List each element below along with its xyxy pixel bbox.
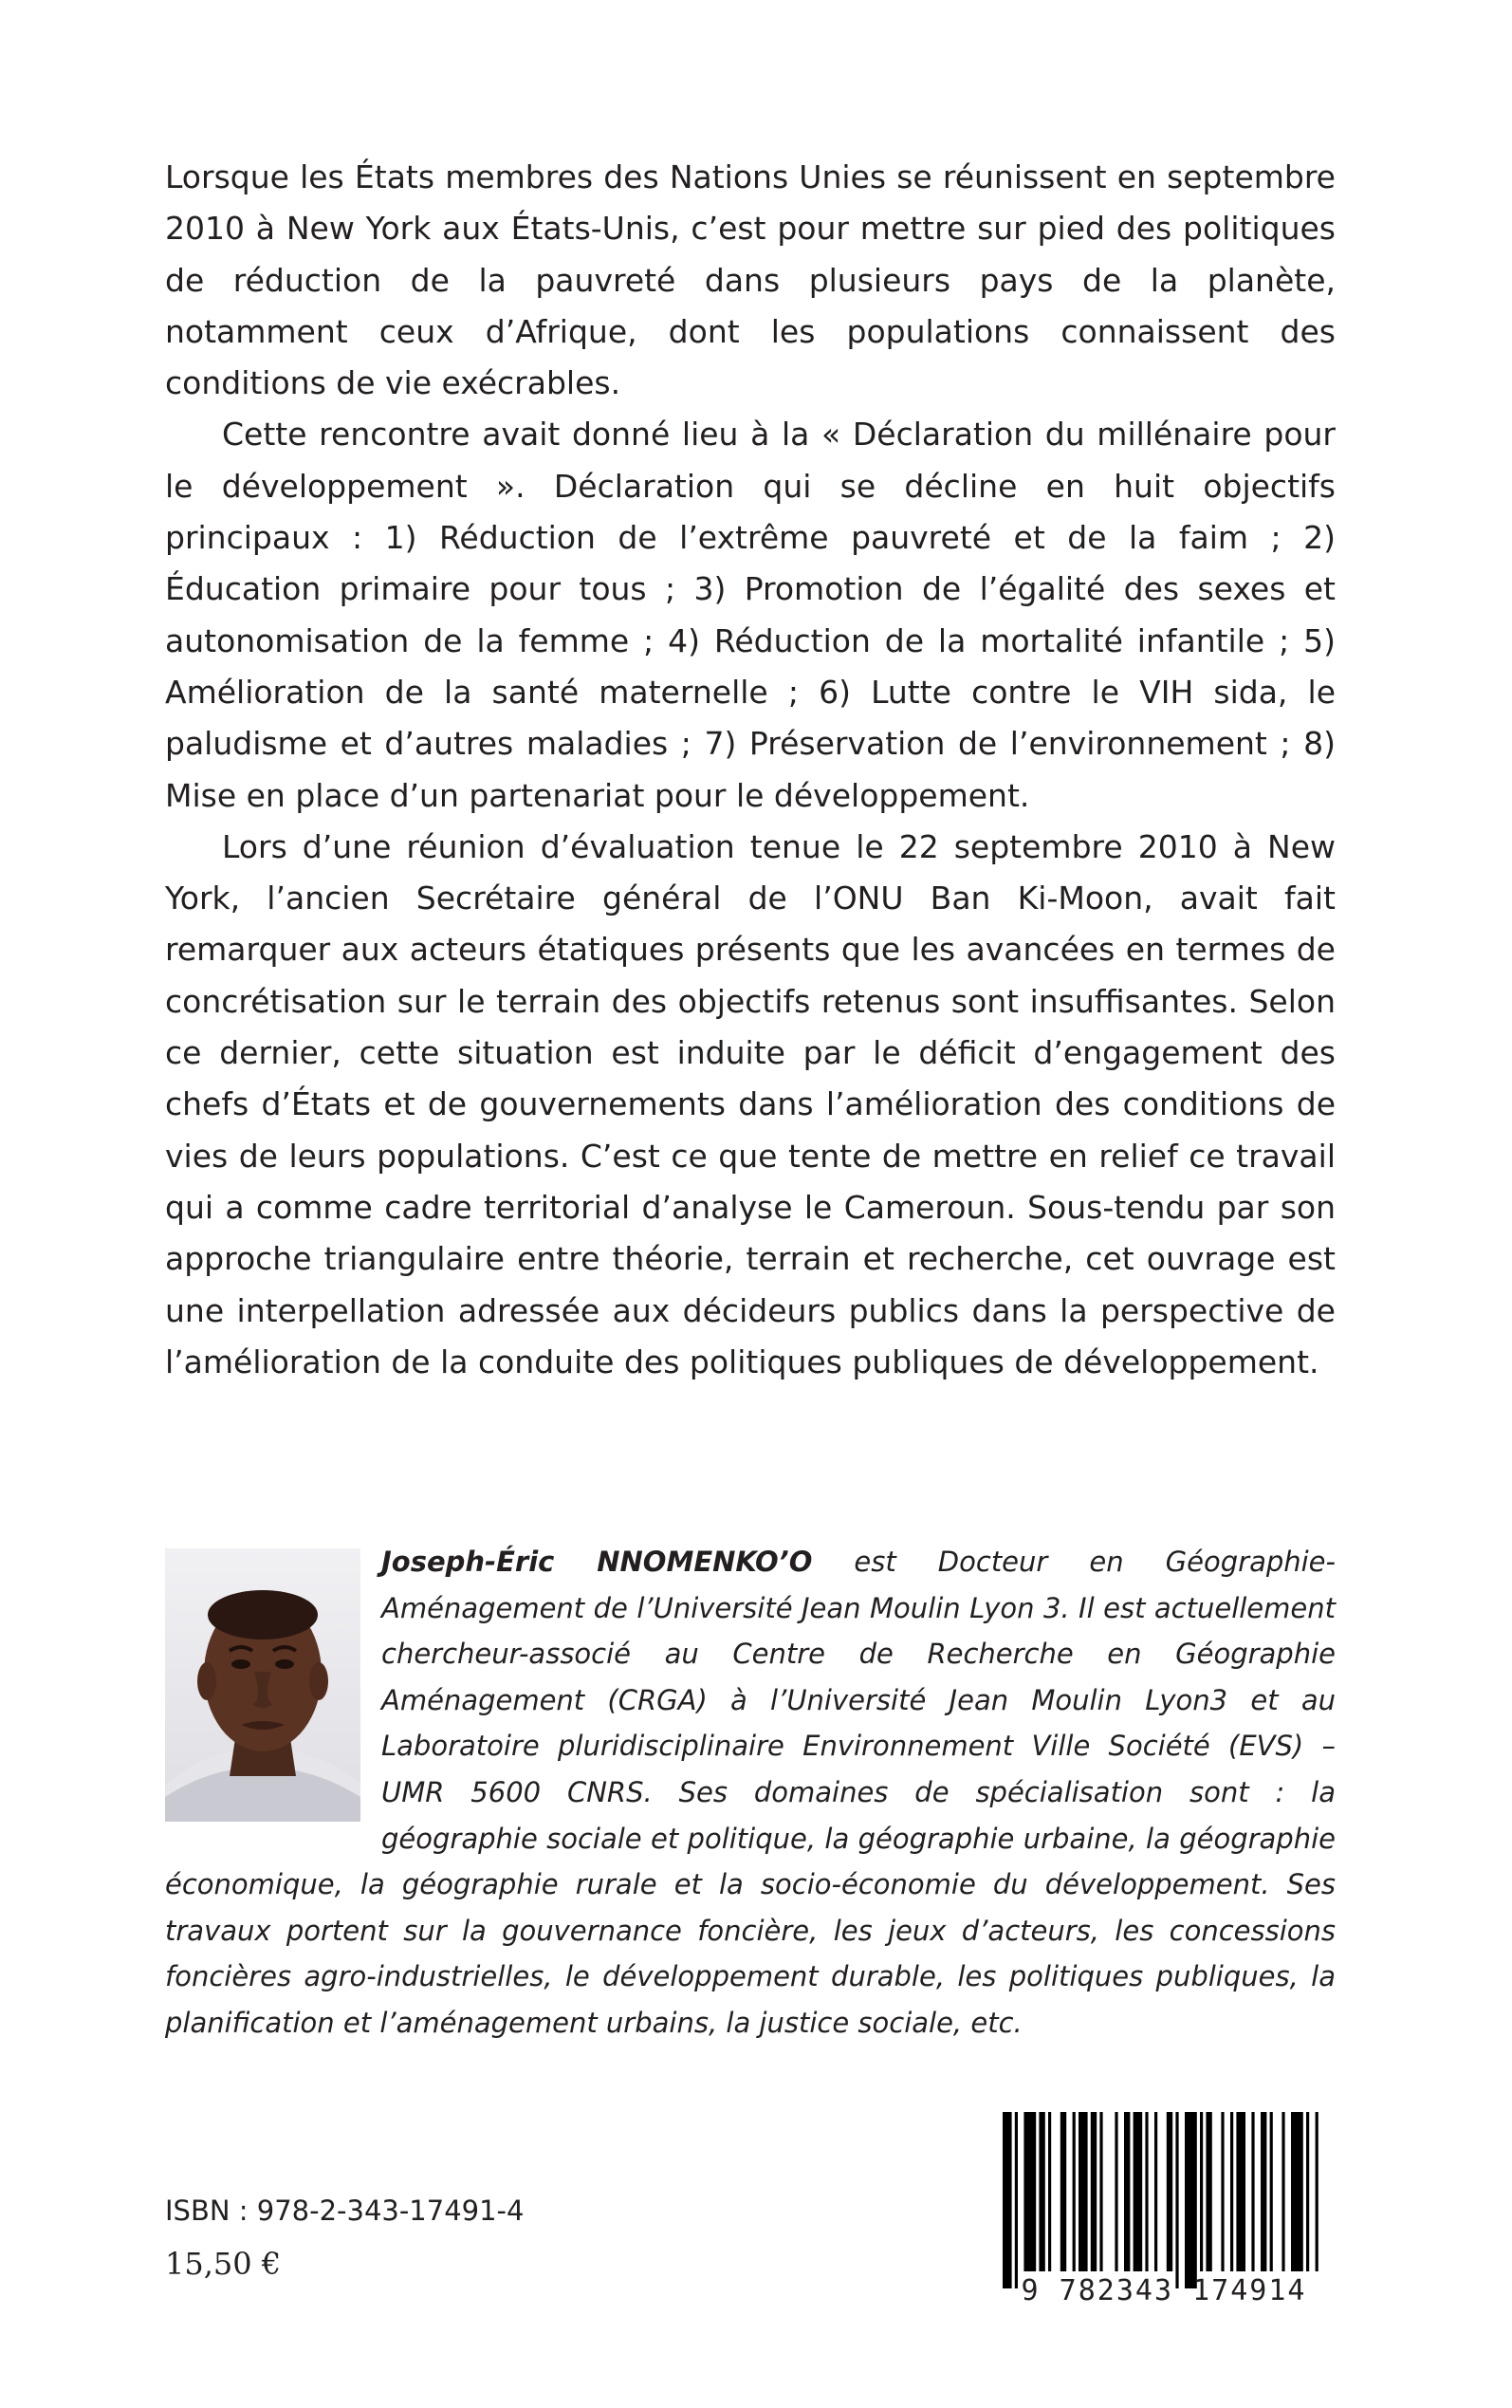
barcode-bar — [1185, 2112, 1197, 2288]
barcode-bar — [1039, 2112, 1044, 2271]
barcode-bar — [1175, 2112, 1178, 2288]
barcode-bar — [1306, 2112, 1309, 2271]
barcode-bar — [1154, 2112, 1157, 2271]
barcode-bar — [1115, 2112, 1117, 2271]
barcode-bar — [1124, 2112, 1130, 2271]
barcode-bar — [1073, 2112, 1076, 2271]
barcode-bar — [1048, 2112, 1051, 2271]
barcode-bar — [1145, 2112, 1148, 2271]
summary-paragraph-3: Lors d’une réunion d’évaluation tenue le 22 septembre 2010 à New York, l’ancien Secrétaire général de l’ONU Ban Ki-Moon, avait fait remarquer aux acteurs étatiques présents que les avancées en termes de concrétisation sur le terrain des objectifs retenus sont insuffisantes. Selon ce dernier, cette situation est induite par le déficit d’engagement des chefs d’États et de gouvernements dans l’amélioration des conditions de vies de leurs populations. C’est ce que tente de mettre en relief ce travail qui a comme cadre territorial d’analyse le Cameroun. Sous-tendu par son approche triangulaire entre théorie, terrain et recherche, cet ouvrage est une interpellation adressée aux décideurs publics dans la perspective de l’amélioration de la conduite des politiques publiques de développement. — [165, 827, 1336, 1380]
barcode-bar — [1230, 2112, 1233, 2271]
barcode-bar — [1015, 2112, 1018, 2288]
barcode-bar — [1316, 2112, 1318, 2271]
barcode-bar — [1134, 2112, 1143, 2271]
barcode-bar — [1003, 2112, 1012, 2288]
barcode-bar — [1236, 2112, 1245, 2271]
barcode-bar — [1291, 2112, 1303, 2271]
summary-paragraph-2: Cette rencontre avait donné lieu à la « Déclaration du millénaire pour le développement ». Déclaration qui se décline en huit objectifs principaux : 1) Réduction de l’extrême pauvreté et de la faim ; 2) Éducation primaire pour tous ; 3) Promotion de l’égalité des sexes et autonomisation de la femme ; 4) Réduction de la mortalité infantile ; 5) Amélioration de la santé maternelle ; 6) Lutte contre le VIH sida, le paludisme et d’autres maladies ; 7) Préservation de l’environnement ; 8) Mise en place d’un partenariat pour le développement. — [165, 416, 1336, 814]
barcode-bar — [1206, 2112, 1211, 2271]
barcode-bar — [1270, 2112, 1273, 2271]
barcode-bar — [1023, 2112, 1036, 2271]
barcode-bar — [1060, 2112, 1066, 2271]
author-biography — [165, 1539, 1336, 2047]
isbn: ISBN : 978-2-343-17491-4 — [165, 2195, 525, 2227]
barcode-bar — [1221, 2112, 1224, 2271]
author-bio-text: est Docteur en Géographie-Aménagement de l’Université Jean Moulin Lyon 3. Il est actuellement chercheur-associé au Centre de Recherche en Géographie Aménagement (CRGA) à l’Université Jean Moulin Lyon3 et au Laboratoire pluridisciplinaire Environnement Ville Société (EVS) – UMR 5600 CNRS. Ses domaines de spécialisation sont : la géographie sociale et politique, la géographie urbaine, la géographie économique, la géographie rurale et la socio-économie du développement. Ses travaux portent sur la gouvernance foncière, les jeux d’acteurs, les concessions foncières agro-industrielles, le développement durable, les politiques publiques, la planification et l’aménagement urbains, la justice sociale, etc. — [165, 1546, 1336, 2039]
barcode-bar — [1282, 2112, 1284, 2271]
barcode-digits: 9 782343 174914 — [1021, 2274, 1307, 2307]
summary-text — [165, 152, 1336, 1388]
barcode-bar — [1099, 2112, 1102, 2271]
barcode-bar — [1167, 2112, 1172, 2271]
barcode-bar — [1079, 2112, 1088, 2271]
barcode-bar — [1251, 2112, 1254, 2271]
author-photo — [165, 1548, 360, 1822]
author-name: Joseph-Éric NNOMENKO’O — [381, 1546, 813, 1578]
barcode-bar — [1091, 2112, 1097, 2271]
summary-paragraph-1: Lorsque les États membres des Nations Unies se réunissent en septembre 2010 à New York aux États-Unis, c’est pour mettre sur pied des politiques de réduction de la pauvreté dans plusieurs pays de la planète, notamment ceux d’Afrique, dont les populations connaissent des conditions de vie exécrables. — [165, 158, 1336, 402]
price: 15,50 € — [165, 2246, 282, 2282]
barcode-bar — [1200, 2112, 1203, 2271]
barcode-bar — [1261, 2112, 1266, 2271]
